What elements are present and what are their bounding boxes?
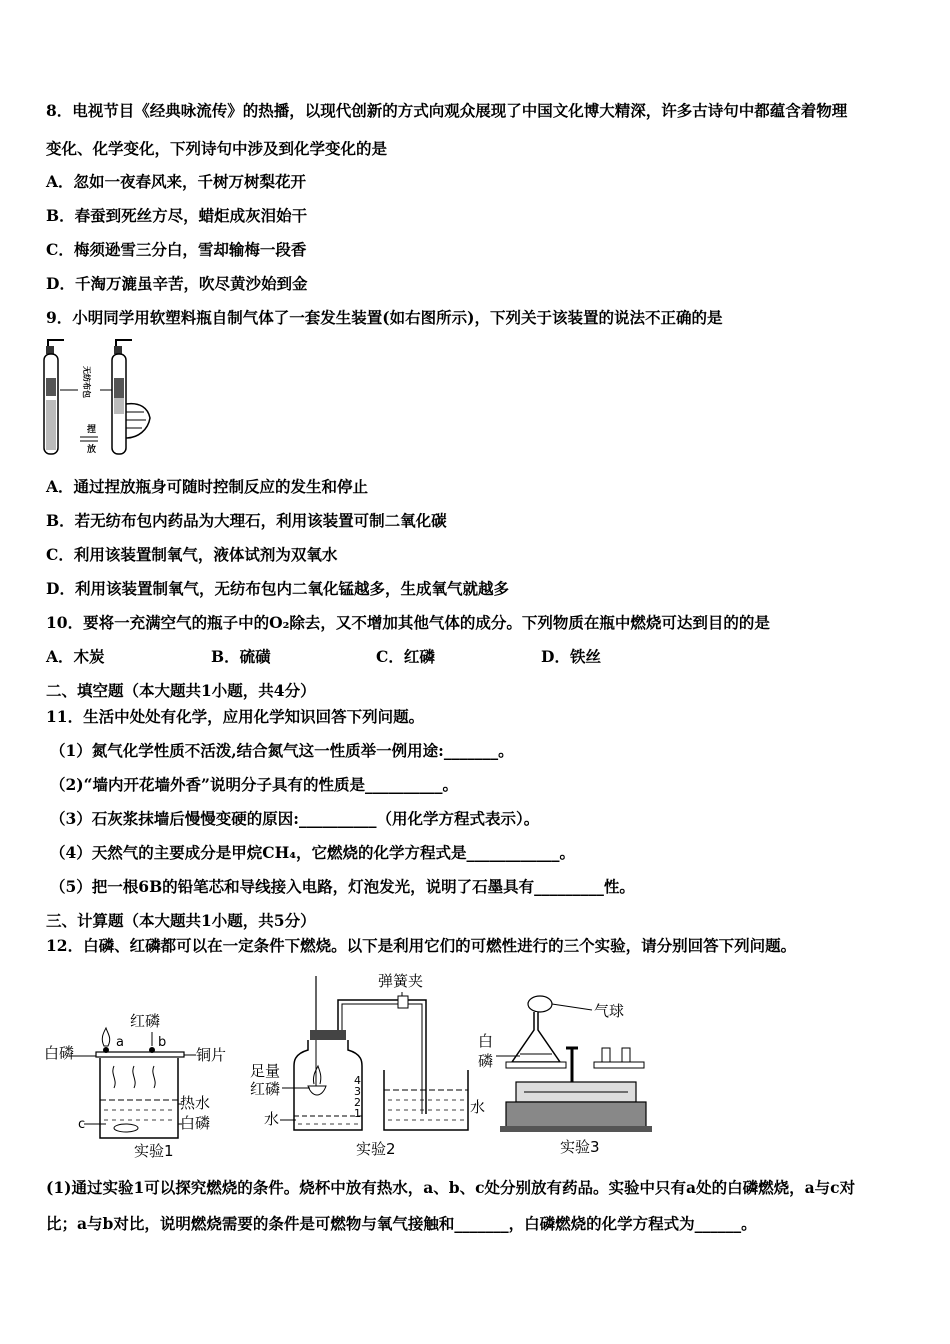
q10-stem: 10．要将一充满空气的瓶子中的O₂除去，又不增加其他气体的成分。下列物质在瓶中燃烧可达到目的的是 [46,613,770,632]
q9-hand-fingers [126,412,146,428]
exp2-clamp-body [398,996,408,1008]
q8-option-c: C．梅须逊雪三分白，雪却输梅一段香 [46,240,307,259]
exp2-label-enough: 足量 [250,1062,281,1080]
q12-experiment-2-figure [250,966,505,1161]
exp1-white-p-under-water [114,1124,138,1132]
section-2-heading: 二、填空题（本大题共1小题，共4分） [46,681,316,700]
exp2-mark-1: 1 [354,1107,361,1120]
q9-right-liquid [114,398,124,414]
exp1-label-copper: 铜片 [196,1046,227,1064]
exp1-beaker [100,1058,178,1138]
exp1-label-white-p: 白磷 [44,1044,75,1062]
q9-left-tube [48,340,64,346]
exp2-flame [313,1066,320,1084]
exp3-base-foot [500,1126,652,1132]
q9-label-bag-1: 无纺布包 [82,366,91,398]
q9-left-stopper [46,346,54,354]
exp1-caption: 实验1 [134,1142,174,1160]
exp3-balloon [528,996,552,1012]
q9-arrow-lines [80,437,98,441]
exp1-label-a: a [116,1035,124,1050]
exp3-pointer-post [566,1048,578,1082]
exp1-dot-a [103,1047,109,1053]
q10-option-b: B．硫磺 [211,647,271,666]
exp3-label-phos: 磷 [478,1052,494,1070]
exp1-water-dashes [104,1110,174,1120]
exp1-flame [102,1028,109,1046]
q9-stem: 9．小明同学用软塑料瓶自制气体了一套发生装置(如右图所示)，下列关于该装置的说法不正确的是 [46,308,723,327]
q10-option-c: C．红磷 [376,647,435,666]
exp1-copper-plate [96,1052,184,1057]
q10-option-d: D．铁丝 [541,647,601,666]
exp2-caption: 实验2 [356,1140,396,1158]
q9-left-liquid [46,400,56,450]
exp1-dot-b [149,1047,155,1053]
exp2-stopper [310,1030,346,1040]
q9-option-a: A．通过捏放瓶身可随时控制反应的发生和停止 [46,477,369,496]
exp2-label-red-p: 红磷 [250,1080,281,1098]
exp3-weight-1 [602,1048,610,1062]
exp3-base [506,1102,646,1128]
exp2-mark-4: 4 [354,1074,361,1087]
q9-hand [126,404,150,438]
q12-sub1-line2: 比；a与b对比，说明燃烧需要的条件是可燃物与氧气接触和_______，白磷燃烧的化学方程式为______。 [46,1214,757,1233]
exp3-right-pan [594,1062,644,1068]
q9-right-stopper [114,346,122,354]
q9-option-d: D．利用该装置制氧气，无纺布包内二氧化锰越多，生成氧气就越多 [46,579,509,598]
exp2-mark-2: 2 [354,1096,361,1109]
q12-stem: 12．白磷、红磷都可以在一定条件下燃烧。以下是利用它们的可燃性进行的三个实验，请分别回答下列问题。 [46,936,797,955]
exp1-label-b: b [158,1035,167,1050]
exp3-label-balloon: 气球 [594,1002,625,1020]
q9-option-b: B．若无纺布包内药品为大理石，利用该装置可制二氧化碳 [46,511,447,530]
q9-left-bag [46,378,56,396]
q12-sub1-line1: (1)通过实验1可以探究燃烧的条件。烧杯中放有热水，a、b、c处分别放有药品。实验中只有a处的白磷燃烧，a与c对 [46,1178,856,1197]
exp2-label-clamp: 弹簧夹 [378,972,424,990]
q8-stem-line1: 8．电视节目《经典咏流传》的热播，以现代创新的方式向观众展现了中国文化博大精深，许多古诗句中都蕴含着物理 [46,101,848,120]
exp2-spoon [308,1086,326,1095]
q9-right-bag [114,378,124,398]
exp2-mark-3: 3 [354,1085,361,1098]
q12-experiment-1-figure [44,1000,244,1165]
q8-option-b: B．春蚕到死丝方尽，蜡炬成灰泪始干 [46,206,308,225]
q11-stem: 11．生活中处处有化学，应用化学知识回答下列问题。 [46,707,425,726]
q9-label-squeeze: 捏 [87,425,97,435]
q8-stem-line2: 变化、化学变化，下列诗句中涉及到化学变化的是 [46,139,388,158]
section-3-heading: 三、计算题（本大题共1小题，共5分） [46,911,316,930]
exp2-label-water-2: 水 [470,1098,486,1116]
q10-option-a: A．木炭 [46,647,105,666]
exp1-label-hot-water: 热水 [180,1094,211,1112]
exp1-label-c: c [78,1117,86,1132]
exp3-weight-2 [622,1048,630,1062]
exp1-label-red-p: 红磷 [130,1012,161,1030]
q11-item-5: （5）把一根6B的铅笔芯和导线接入电路，灯泡发光，说明了石墨具有_________性。 [50,877,635,896]
exp3-caption: 实验3 [560,1138,600,1156]
exp1-label-white-p-2: 白磷 [180,1114,211,1132]
q9-label-release: 放 [87,445,97,455]
q11-item-2: （2)“墙内开花墙外香”说明分子具有的性质是__________。 [50,775,458,794]
q11-item-1: （1）氮气化学性质不活泼,结合氮气这一性质举一例用途:_______。 [50,741,514,760]
exp1-steam [113,1066,155,1088]
q9-apparatus-figure [40,338,155,463]
q8-option-a: A．忽如一夜春风来，千树万树梨花开 [46,172,307,191]
exp2-label-water: 水 [264,1110,280,1128]
q12-experiment-3-figure [476,990,656,1160]
exp2-tube [338,1000,426,1114]
q8-option-d: D．千淘万漉虽辛苦，吹尽黄沙始到金 [46,274,308,293]
q9-option-c: C．利用该装置制氧气，液体试剂为双氧水 [46,545,338,564]
q11-item-3: （3）石灰浆抹墙后慢慢变硬的原因:__________（用化学方程式表示）。 [50,809,540,828]
q11-item-4: （4）天然气的主要成分是甲烷CH₄，它燃烧的化学方程式是____________。 [50,843,576,862]
exp3-pointer-balloon [552,1004,592,1010]
exp3-label-white: 白 [478,1032,494,1050]
q9-right-tube [116,340,132,346]
exp3-left-pan [506,1062,566,1068]
